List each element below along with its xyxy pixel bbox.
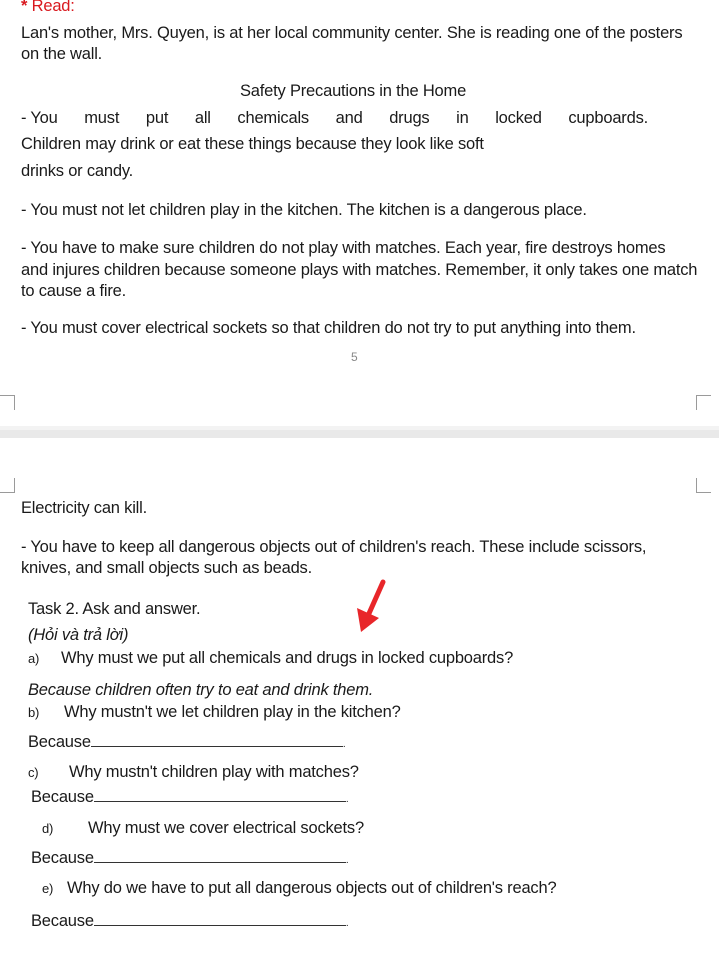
task-title: Task 2. Ask and answer. [28,600,201,618]
word: all [194,109,211,127]
answer-b [28,732,345,752]
intro-line-1: Lan's mother, Mrs. Quyen, is at her local community center. She is reading one of the posters [21,24,683,42]
poster-item-2: - You must not let children play in the kitchen. The kitchen is a dangerous place. [21,201,587,219]
poster-item-3-line-3: to cause a fire. [21,282,127,300]
answer-end: . [345,855,349,866]
read-marker: * [21,0,28,15]
answer-e [31,911,348,931]
word: must [84,109,120,127]
answer-c [31,787,348,807]
answer-prefix: Because [28,733,91,751]
answer-blank[interactable] [91,732,343,747]
question-text: Why mustn't we let children play in the kitchen? [64,703,401,721]
question-text: Why mustn't children play with matches? [69,763,359,781]
word: locked [495,109,542,127]
question-e [42,879,556,898]
poster-item-1-line-2: Children may drink or eat these things because they look like soft [21,135,484,153]
question-letter: e) [42,881,54,896]
intro-line-2: on the wall. [21,45,103,63]
page-number: 5 [351,350,358,364]
question-c [28,763,359,782]
poster-title: Safety Precautions in the Home [240,82,467,100]
red-arrow-icon [355,578,389,634]
answer-prefix: Because [31,788,94,806]
page-corner-mark [696,478,711,493]
poster-item-5-line-2: knives, and small objects such as beads. [21,559,312,577]
read-label: Read: [31,0,75,15]
poster-item-3-line-1: - You have to make sure children do not play with matches. Each year, fire destroys homes [21,239,666,257]
question-text: Why do we have to put all dangerous objects out of children's reach? [67,879,557,897]
task-subtitle: (Hỏi và trả lời) [28,626,129,644]
word: chemicals [237,109,309,127]
page-corner-mark [696,395,711,410]
answer-end: . [345,794,349,805]
word: put [145,109,169,127]
poster-item-4: - You must cover electrical sockets so that children do not try to put anything into them. [21,319,636,337]
answer-prefix: Because [31,912,94,930]
answer-prefix: Because [31,849,94,867]
poster-item-4-continued: Electricity can kill. [21,499,147,517]
question-letter: b) [28,705,40,720]
page-corner-mark [0,478,15,493]
question-b [28,703,401,722]
read-heading [21,0,75,16]
question-a [28,649,513,668]
page-corner-mark [0,395,15,410]
answer-end: . [342,739,346,750]
poster-item-5-line-1: - You have to keep all dangerous objects out of children's reach. These include scissors, [21,538,647,556]
word: drugs [389,109,430,127]
word: cupboards. [568,109,648,127]
poster-item-1-line-3: drinks or candy. [21,162,134,180]
poster-item-3-line-2: and injures children because someone plays with matches. Remember, it only takes one match [21,261,698,279]
word: and [335,109,363,127]
question-letter: a) [28,651,40,666]
page-break [0,430,719,438]
answer-end: . [345,918,349,929]
answer-blank[interactable] [94,911,346,926]
answer-blank[interactable] [94,848,346,863]
word: - You [21,109,58,127]
poster-item-1-line-1 [21,109,648,128]
answer-d [31,848,348,868]
question-d [42,819,364,838]
question-letter: c) [28,765,39,780]
word: in [456,109,469,127]
answer-blank[interactable] [94,787,346,802]
answer-a: Because children often try to eat and drink them. [28,681,374,699]
question-text: Why must we put all chemicals and drugs in locked cupboards? [61,649,514,667]
question-text: Why must we cover electrical sockets? [88,819,364,837]
question-letter: d) [42,821,54,836]
